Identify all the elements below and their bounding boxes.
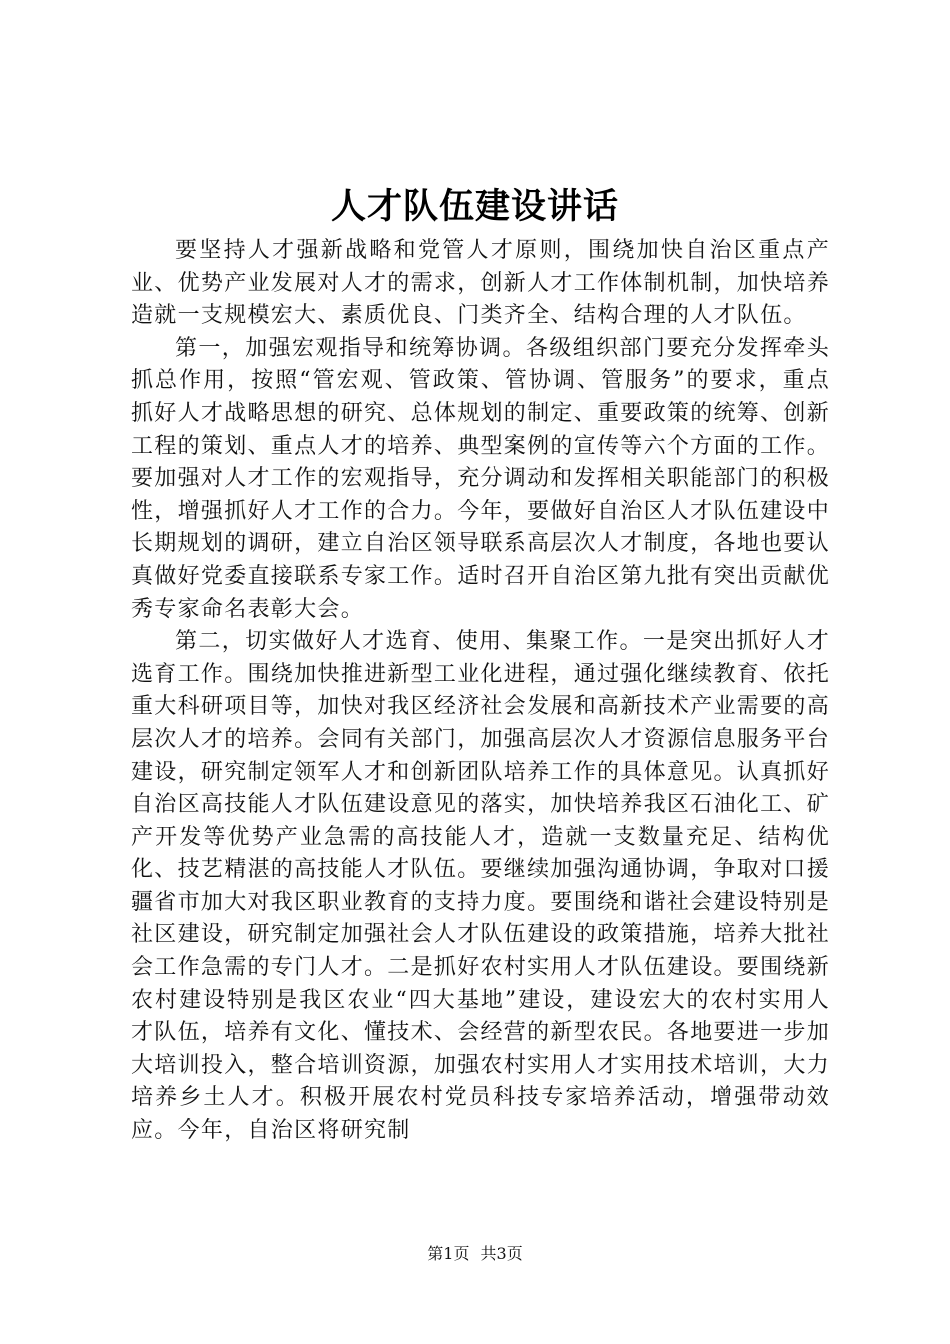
- paragraph: 第一，加强宏观指导和统筹协调。各级组织部门要充分发挥牵头抓总作用，按照“管宏观、管政策、管协调、管服务”的要求，重点抓好人才战略思想的研究、总体规划的制定、重要政策的统筹、创新工程的策划、重点人才的培养、典型案例的宣传等六个方面的工作。要加强对人才工作的宏观指导，充分调动和发挥相关职能部门的积极性，增强抓好人才工作的合力。今年，要做好自治区人才队伍建设中长期规划的调研，建立自治区领导联系高层次人才制度，各地也要认真做好党委直接联系专家工作。适时召开自治区第九批有突出贡献优秀专家命名表彰大会。: [131, 335, 831, 622]
- page-footer: [0, 1243, 950, 1265]
- page-number: 第1页: [427, 1244, 470, 1263]
- page-total: 共3页: [480, 1244, 523, 1263]
- paragraph: 要坚持人才强新战略和党管人才原则，围绕加快自治区重点产业、优势产业发展对人才的需求，创新人才工作体制机制，加快培养造就一支规模宏大、素质优良、门类齐全、结构合理的人才队伍。: [131, 238, 831, 329]
- document-title: 人才队伍建设讲话: [330, 186, 619, 227]
- paragraph: 第二，切实做好人才选育、使用、集聚工作。一是突出抓好人才选育工作。围绕加快推进新型工业化进程，通过强化继续教育、依托重大科研项目等，加快对我区经济社会发展和高新技术产业需要的高层次人才的培养。会同有关部门，加强高层次人才资源信息服务平台建设，研究制定领军人才和创新团队培养工作的具体意见。认真抓好自治区高技能人才队伍建设意见的落实，加快培养我区石油化工、矿产开发等优势产业急需的高技能人才，造就一支数量充足、结构优化、技艺精湛的高技能人才队伍。要继续加强沟通协调，争取对口援疆省市加大对我区职业教育的支持力度。要围绕和谐社会建设特别是社区建设，研究制定加强社会人才队伍建设的政策措施，培养大批社会工作急需的专门人才。二是抓好农村实用人才队伍建设。要围绕新农村建设特别是我区农业“四大基地”建设，建设宏大的农村实用人才队伍，培养有文化、懂技术、会经营的新型农民。各地要进一步加大培训投入，整合培训资源，加强农村实用人才实用技术培训，大力培养乡土人才。积极开展农村党员科技专家培养活动，增强带动效应。今年，自治区将研究制: [131, 629, 831, 1144]
- document-body: [131, 235, 830, 1148]
